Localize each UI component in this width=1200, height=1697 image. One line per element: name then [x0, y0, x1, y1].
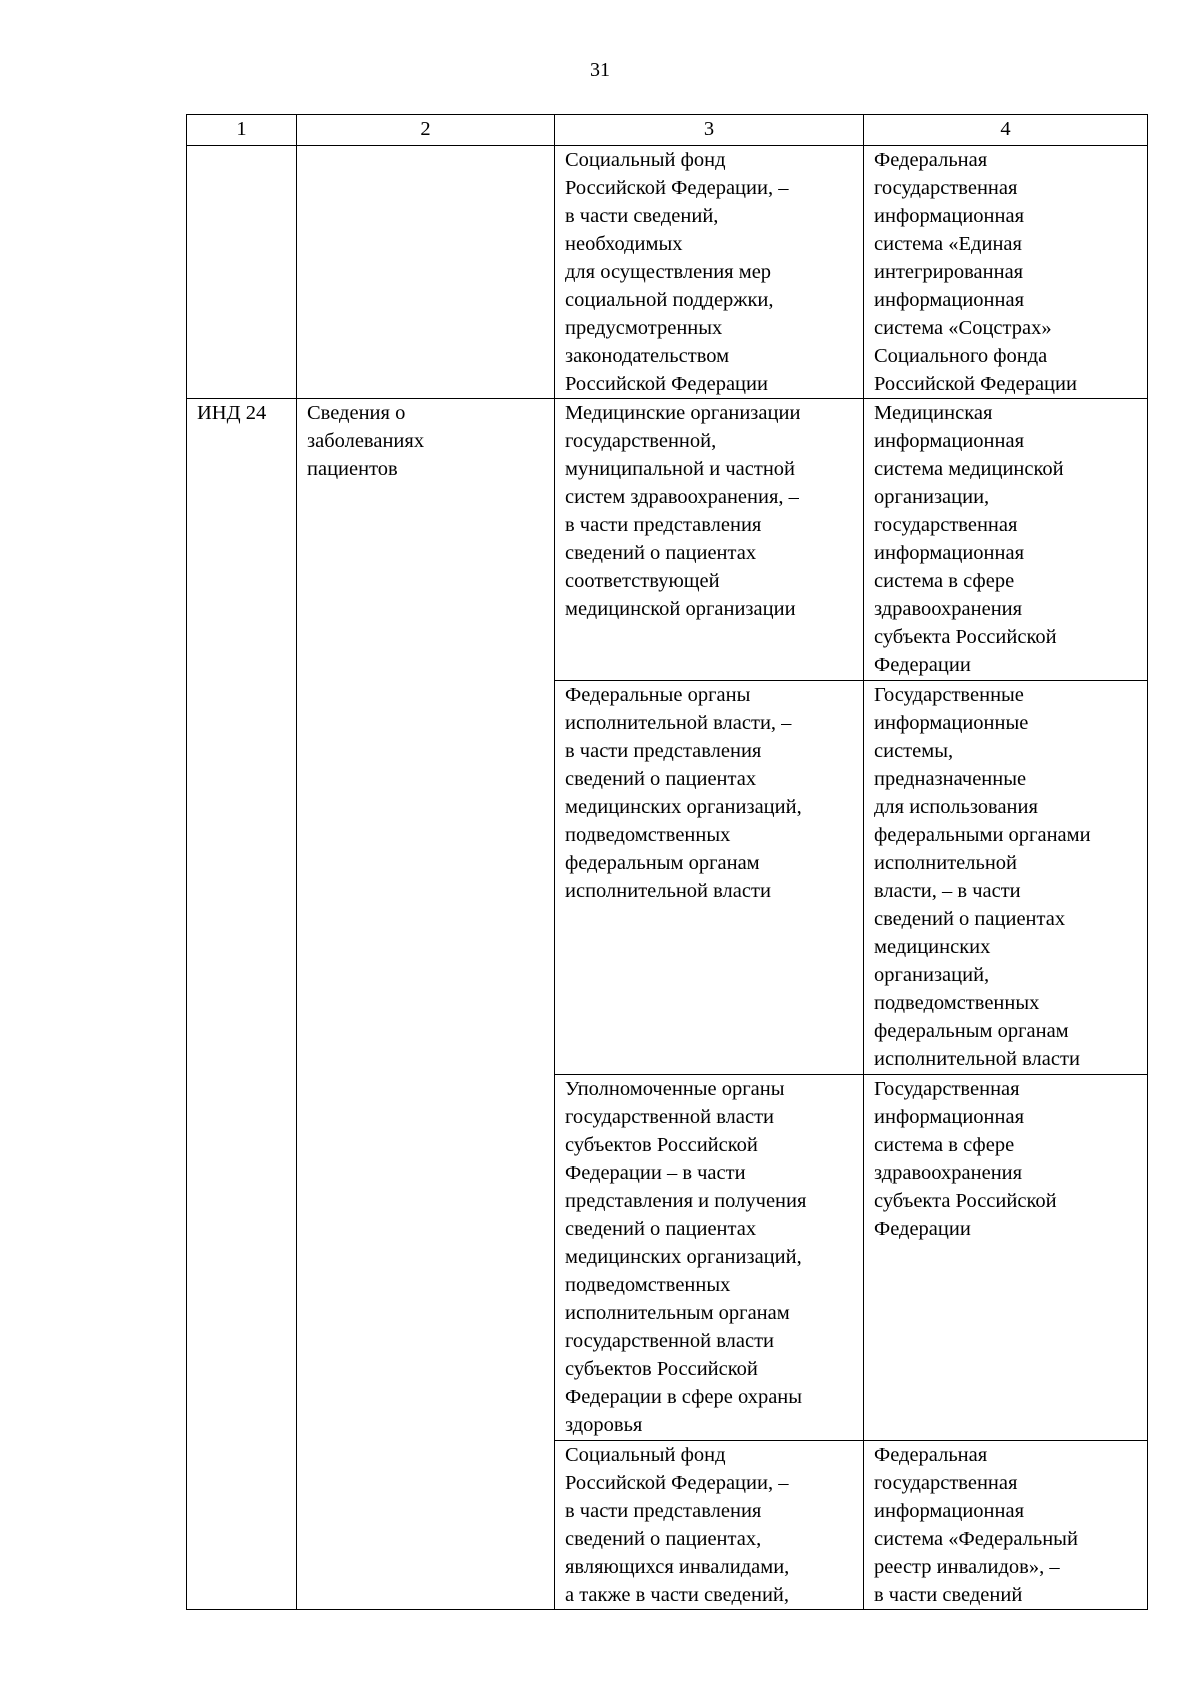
- cell-system: Государственные информационные системы, предназначенные для использования федеральными органами исполнительной власти, – в части сведений о пациентах медицинских организаций, подведомственных федеральным органам исполнительной власти: [864, 681, 1148, 1075]
- table-row: [187, 146, 1148, 399]
- cell-provider: Социальный фонд Российской Федерации, – в части сведений, необходимых для осуществления мер социальной поддержки, предусмотренных законодательством Российской Федерации: [555, 146, 864, 399]
- table-header-row: [187, 115, 1148, 146]
- table-row: [187, 399, 1148, 681]
- page-number: 31: [590, 59, 610, 81]
- cell-system: Федеральная государственная информационная система «Единая интегрированная информационная система «Соцстрах» Социального фонда Российской Федерации: [864, 146, 1148, 399]
- cell-system: Федеральная государственная информационная система «Федеральный реестр инвалидов», – в части сведений: [864, 1441, 1148, 1610]
- column-header-3: 3: [555, 115, 864, 146]
- cell-code: [187, 146, 297, 399]
- column-header-2: 2: [297, 115, 555, 146]
- cell-provider: Уполномоченные органы государственной власти субъектов Российской Федерации – в части представления и получения сведений о пациентах медицинских организаций, подведомственных исполнительным органам государственной власти субъектов Российской Федерации в сфере охраны здоровья: [555, 1075, 864, 1441]
- cell-name: Сведения о заболеваниях пациентов: [297, 399, 555, 1610]
- cell-provider: Социальный фонд Российской Федерации, – в части представления сведений о пациентах, являющихся инвалидами, а также в части сведений,: [555, 1441, 864, 1610]
- cell-provider: Медицинские организации государственной, муниципальной и частной систем здравоохранения, – в части представления сведений о пациентах соответствующей медицинской организации: [555, 399, 864, 681]
- cell-provider: Федеральные органы исполнительной власти, – в части представления сведений о пациентах медицинских организаций, подведомственных федеральным органам исполнительной власти: [555, 681, 864, 1075]
- cell-system: Государственная информационная система в сфере здравоохранения субъекта Российской Федерации: [864, 1075, 1148, 1441]
- cell-code: ИНД 24: [187, 399, 297, 1610]
- data-table: [186, 114, 1148, 1610]
- cell-name: [297, 146, 555, 399]
- column-header-4: 4: [864, 115, 1148, 146]
- column-header-1: 1: [187, 115, 297, 146]
- cell-system: Медицинская информационная система медицинской организации, государственная информационная система в сфере здравоохранения субъекта Российской Федерации: [864, 399, 1148, 681]
